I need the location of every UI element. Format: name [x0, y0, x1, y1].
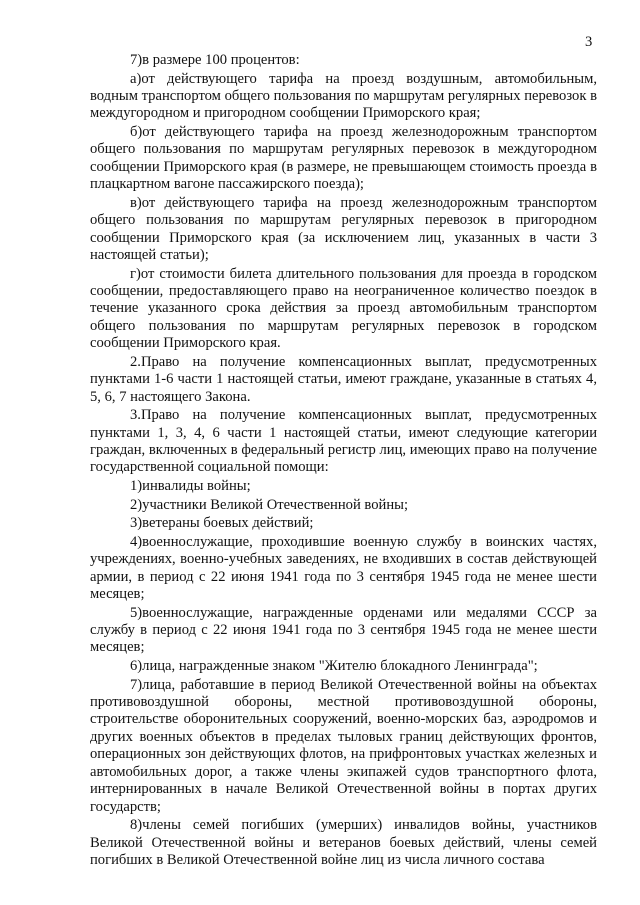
page-number: 3 [585, 34, 593, 50]
paragraph-subitem-b: б)от действующего тарифа на проезд железнодорожным транспортом общего пользования по маршрутам регулярных перевозок в междугородном сообщении Приморского края (в размере, не превышающем стоимость проезда в плацкартном вагоне пассажирского поезда); [90, 124, 597, 193]
list-item-6: 6)лица, награжденные знаком "Жителю блокадного Ленинграда"; [130, 658, 538, 675]
list-item-5: 5)военнослужащие, награжденные орденами или медалями СССР за службу в период с 22 июня 1941 года по 3 сентября 1945 года не менее шести месяцев; [90, 604, 597, 656]
list-item-2: 2)участники Великой Отечественной войны; [130, 496, 408, 513]
paragraph-subitem-v: в)от действующего тарифа на проезд железнодорожным транспортом общего пользования по маршрутам регулярных перевозок в пригородном сообщении Приморского края (за исключением лиц, указанных в части 3 настоящей статьи); [90, 194, 597, 264]
list-item-1: 1)инвалиды войны; [130, 478, 251, 495]
paragraph-subitem-a: а)от действующего тарифа на проезд воздушным, автомобильным, водным транспортом общего пользования по маршрутам регулярных перевозок в междугородном и пригородном сообщении Приморского края; [90, 70, 597, 122]
paragraph-item-7: 7)в размере 100 процентов: [130, 52, 300, 68]
paragraph-part-3: 3.Право на получение компенсационных выплат, предусмотренных пунктами 1, 3, 4, 6 части 1 настоящей статьи, имеют следующие категории граждан, включенных в федеральный регистр лиц, имеющих право на получение государственной социальной помощи: [90, 407, 597, 476]
list-item-4: 4)военнослужащие, проходившие военную службу в воинских частях, учреждениях, военно-учебных заведениях, не входивших в состав действующей армии, в период с 22 июня 1941 года по 3 сентября 1945 года не менее шести месяцев; [90, 533, 597, 603]
list-item-8: 8)члены семей погибших (умерших) инвалидов войны, участников Великой Отечественной войны и ветеранов боевых действий, члены семей погибших в Великой Отечественной войне лиц из числа личного состава [90, 817, 597, 868]
list-item-7: 7)лица, работавшие в период Великой Отечественной войны на объектах противовоздушной обороны, местной противовоздушной обороны, строительстве оборонительных сооружений, военно-морских баз, аэродромов и других военных объектов в пределах тыловых границ действующих фронтов, операционных зон действующих флотов, на прифронтовых участках железных и автомобильных дорог, а также члены экипажей судов транспортного флота, интернированных в начале Великой Отечественной войны в портах других государств; [90, 676, 597, 815]
paragraph-part-2: 2.Право на получение компенсационных выплат, предусмотренных пунктами 1-6 части 1 настоящей статьи, имеют граждане, указанные в статьях 4, 5, 6, 7 настоящего Закона. [90, 353, 597, 405]
paragraph-subitem-g: г)от стоимости билета длительного пользования для проезда в городском сообщении, предоставляющего право на неограниченное количество поездок в течение указанного срока действия за проезд автомобильным транспортом общего пользования по маршрутам регулярных перевозок в городском сообщении Приморского края. [90, 265, 597, 352]
list-item-3: 3)ветераны боевых действий; [130, 515, 314, 532]
document-body [90, 52, 597, 869]
